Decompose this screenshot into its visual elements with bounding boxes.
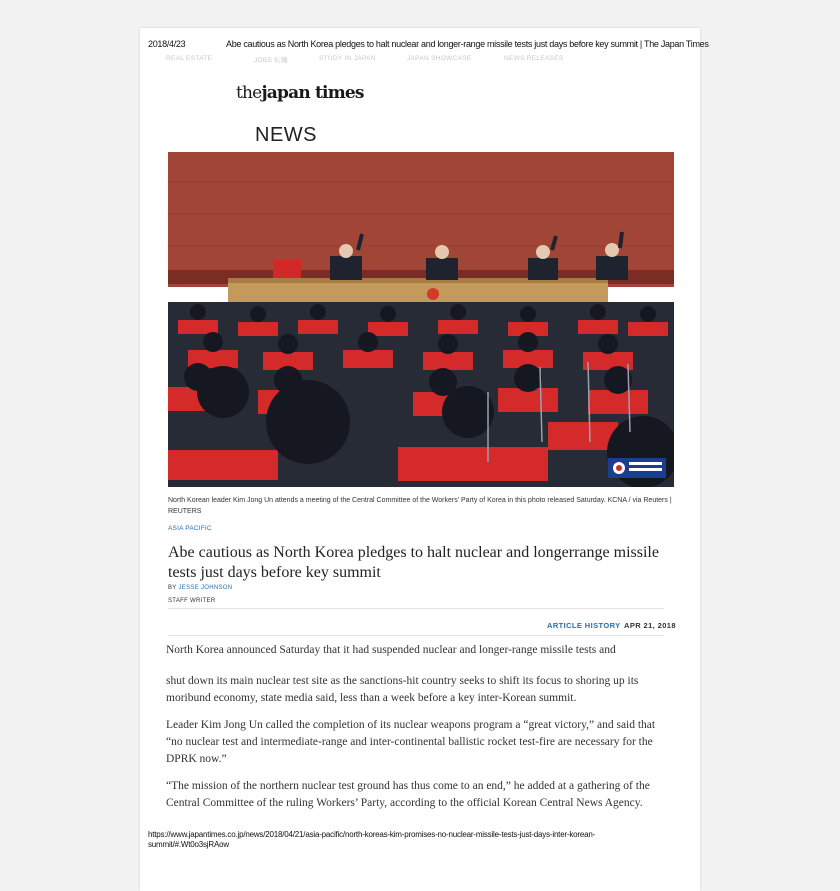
meeting-photo [168, 152, 674, 487]
print-date: 2018/4/23 [148, 39, 186, 49]
article-headline: Abe cautious as North Korea pledges to halt nuclear and longerrange missile tests just days before key summit [168, 544, 659, 581]
logo-prefix: the [236, 83, 262, 103]
photo-caption: North Korean leader Kim Jong Un attends a meeting of the Central Committee of the Workers' Party of Korea in this photo released Saturday. KCNA / via Reuters | REUTERS [168, 497, 672, 515]
category-link[interactable]: ASIA PACIFIC [168, 525, 212, 532]
body-paragraph: Leader Kim Jong Un called the completion of its nuclear weapons program a “great victory,” and said that “no nuclear test and intermediate-range and inter-continental ballistic rocket test-fire are necessary for the DPRK now.” [166, 719, 656, 765]
nav-news-releases[interactable]: NEWS RELEASES [504, 55, 564, 62]
date-divider [168, 635, 664, 636]
body-paragraph: shut down its main nuclear test site as the sanctions-hit country seeks to shift its focus to shoring up its moribund economy, state media said, less than a week before a key inter-Korean summit. [166, 675, 639, 704]
author-link[interactable]: JESSE JOHNSON [178, 585, 233, 591]
nav-japan-showcase[interactable]: JAPAN SHOWCASE [407, 55, 472, 62]
byline-divider [168, 608, 664, 609]
nav-real-estate[interactable]: REAL ESTATE [166, 55, 213, 62]
article-date: APR 21, 2018 [624, 621, 676, 630]
kctv-watermark-icon [608, 458, 666, 478]
section-label: NEWS [255, 124, 317, 146]
print-title: Abe cautious as North Korea pledges to halt nuclear and longer-range missile tests just days before key summit | The Japan Times [226, 39, 709, 49]
logo-name: japan times [261, 83, 364, 103]
byline [168, 585, 232, 591]
printed-page [140, 28, 709, 891]
footer-url[interactable]: https://www.japantimes.co.jp/news/2018/04/21/asia-pacific/north-koreas-kim-promises-no-nuclear-missile-tests-just-days-inter-korean-summit/#.Wt0o3sjRAow [148, 830, 596, 849]
nav-jobs[interactable]: JOBS 転職 [254, 57, 288, 64]
article-history-link[interactable]: ARTICLE HISTORY [547, 621, 621, 630]
article-photo[interactable] [168, 152, 674, 487]
nav-study-in-japan[interactable]: STUDY IN JAPAN [319, 55, 376, 62]
byline-prefix: BY [168, 585, 179, 591]
staff-writer-label: STAFF WRITER [168, 598, 216, 604]
japan-times-logo[interactable] [236, 83, 364, 103]
body-paragraph: North Korea announced Saturday that it had suspended nuclear and longer-range missile tests and [166, 644, 616, 656]
body-paragraph: “The mission of the northern nuclear test ground has thus come to an end,” he added at a gathering of the Central Committee of the ruling Workers’ Party, according to the official Korean Central News Agency. [166, 780, 650, 809]
